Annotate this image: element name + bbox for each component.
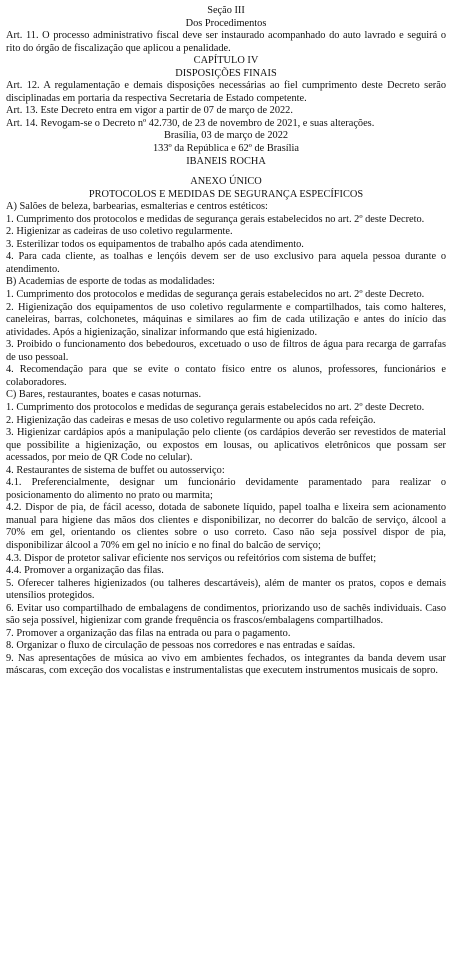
section-c-item: 4.1. Preferencialmente, designar um funcionário devidamente paramentado para realizar o posicionamento do alimento no prato ou marmita; [6, 477, 446, 501]
section-b-title: B) Academias de esporte de todas as modalidades: [6, 276, 215, 288]
section-b-item: 3. Proibido o funcionamento dos bebedouros, excetuado o uso de filtros de água para recarga de garrafas de uso pessoal. [6, 339, 446, 363]
section-a-item: 3. Esterilizar todos os equipamentos de trabalho após cada atendimento. [6, 238, 304, 250]
annex-subtitle: PROTOCOLOS E MEDIDAS DE SEGURANÇA ESPECÍFICOS [88, 188, 364, 200]
section-c-title: C) Bares, restaurantes, boates e casas noturnas. [6, 389, 202, 401]
section-c-item: 4. Restaurantes de sistema de buffet ou autosserviço: [6, 464, 225, 476]
section-c-item: 8. Organizar o fluxo de circulação de pessoas nos corredores e nas entradas e saídas. [6, 640, 356, 652]
section-c-item: 1. Cumprimento dos protocolos e medidas de segurança gerais estabelecidos no art. 2º deste Decreto. [6, 401, 425, 413]
section-c-item: 3. Higienizar cardápios após a manipulação pelo cliente (os cardápios deverão ser revestidos de material que possibilite a higienização, ou expostos em lousas, ou aplicativos eletrônicos que possam ser acessados, por meio de QR Code no celular). [6, 427, 446, 464]
republic-line: 133º da República e 62º de Brasília [152, 143, 299, 155]
section-heading: Seção III [207, 5, 245, 16]
date-line: Brasília, 03 de março de 2022 [163, 130, 289, 142]
article-12: Art. 12. A regulamentação e demais disposições necessárias ao fiel cumprimento deste Decreto serão disciplinadas em portaria da respectiva Secretaria de Estado competente. [6, 80, 446, 104]
section-c-item: 2. Higienização das cadeiras e mesas de uso coletivo regularmente ou após cada refeição. [6, 414, 376, 426]
section-c-item: 7. Promover a organização das filas na entrada ou para o pagamento. [6, 627, 291, 639]
section-c-item: 6. Evitar uso compartilhado de embalagens de condimentos, priorizando uso de sachês individuais. Caso são seja possível, higienizar com grande frequência os frascos/embalagens compartilhados. [6, 602, 446, 627]
article-13: Art. 13. Este Decreto entra em vigor a partir de 07 de março de 2022. [6, 105, 293, 117]
section-c-item: 4.3. Dispor de protetor salivar eficiente nos serviços ou refeitórios com sistema de buffet; [6, 552, 377, 564]
article-14: Art. 14. Revogam-se o Decreto nº 42.730, de 23 de novembro de 2021, e suas alterações. [6, 117, 375, 129]
section-title: Dos Procedimentos [185, 17, 267, 29]
chapter-heading: CAPÍTULO IV [193, 55, 259, 67]
section-c-item: 9. Nas apresentações de música ao vivo em ambientes fechados, os integrantes da banda devem usar máscaras, com exceção dos vocalistas e instrumentalistas que executem instrumentos musicais de sopro. [6, 652, 446, 677]
section-a-item: 4. Para cada cliente, as toalhas e lençóis devem ser de uso exclusivo para aquela pessoa durante o atendimento. [6, 251, 446, 275]
section-b-item: 2. Higienização dos equipamentos de uso coletivo regularmente e compartilhados, tais como halteres, caneleiras, barras, colchonetes, máquinas e similares ao fim de cada utilização e antes do início das atividades. Após a higienização, sinalizar informando que está higienizado. [6, 301, 446, 338]
section-a-item: 2. Higienizar as cadeiras de uso coletivo regularmente. [6, 226, 233, 238]
signatory: IBANEIS ROCHA [186, 155, 266, 167]
section-c-item: 4.4. Promover a organização das filas. [6, 565, 164, 577]
section-c-item: 5. Oferecer talheres higienizados (ou talheres descartáveis), além de manter os pratos, copos e demais utensílios protegidos. [6, 577, 446, 602]
section-b-item: 4. Recomendação para que se evite o contato físico entre os alunos, professores, funcionários e colaboradores. [6, 364, 446, 388]
section-a-title: A) Salões de beleza, barbearias, esmalterias e centros estéticos: [6, 201, 268, 213]
chapter-title: DISPOSIÇÕES FINAIS [175, 67, 277, 79]
section-b-item: 1. Cumprimento dos protocolos e medidas de segurança gerais estabelecidos no art. 2º deste Decreto. [6, 289, 425, 301]
article-11: Art. 11. O processo administrativo fiscal deve ser instaurado acompanhado do auto lavrado e seguirá o rito do órgão de fiscalização que aplicou a penalidade. [6, 30, 446, 54]
annex-title: ANEXO ÚNICO [190, 176, 262, 188]
section-a-item: 1. Cumprimento dos protocolos e medidas de segurança gerais estabelecidos no art. 2º deste Decreto. [6, 213, 425, 225]
section-c-item: 4.2. Dispor de pia, de fácil acesso, dotada de sabonete líquido, papel toalha e lixeira sem acionamento manual para higiene das mãos dos clientes e disponibilizar, no decorrer do balcão de serviço, álcool a 70% em gel, orientando os clientes sobre o uso correto. Caso não seja possível dispor de pia, disponibilizar álcool a 70% em gel no início e no final do balcão de serviço; [6, 502, 446, 551]
spacer [6, 168, 446, 176]
